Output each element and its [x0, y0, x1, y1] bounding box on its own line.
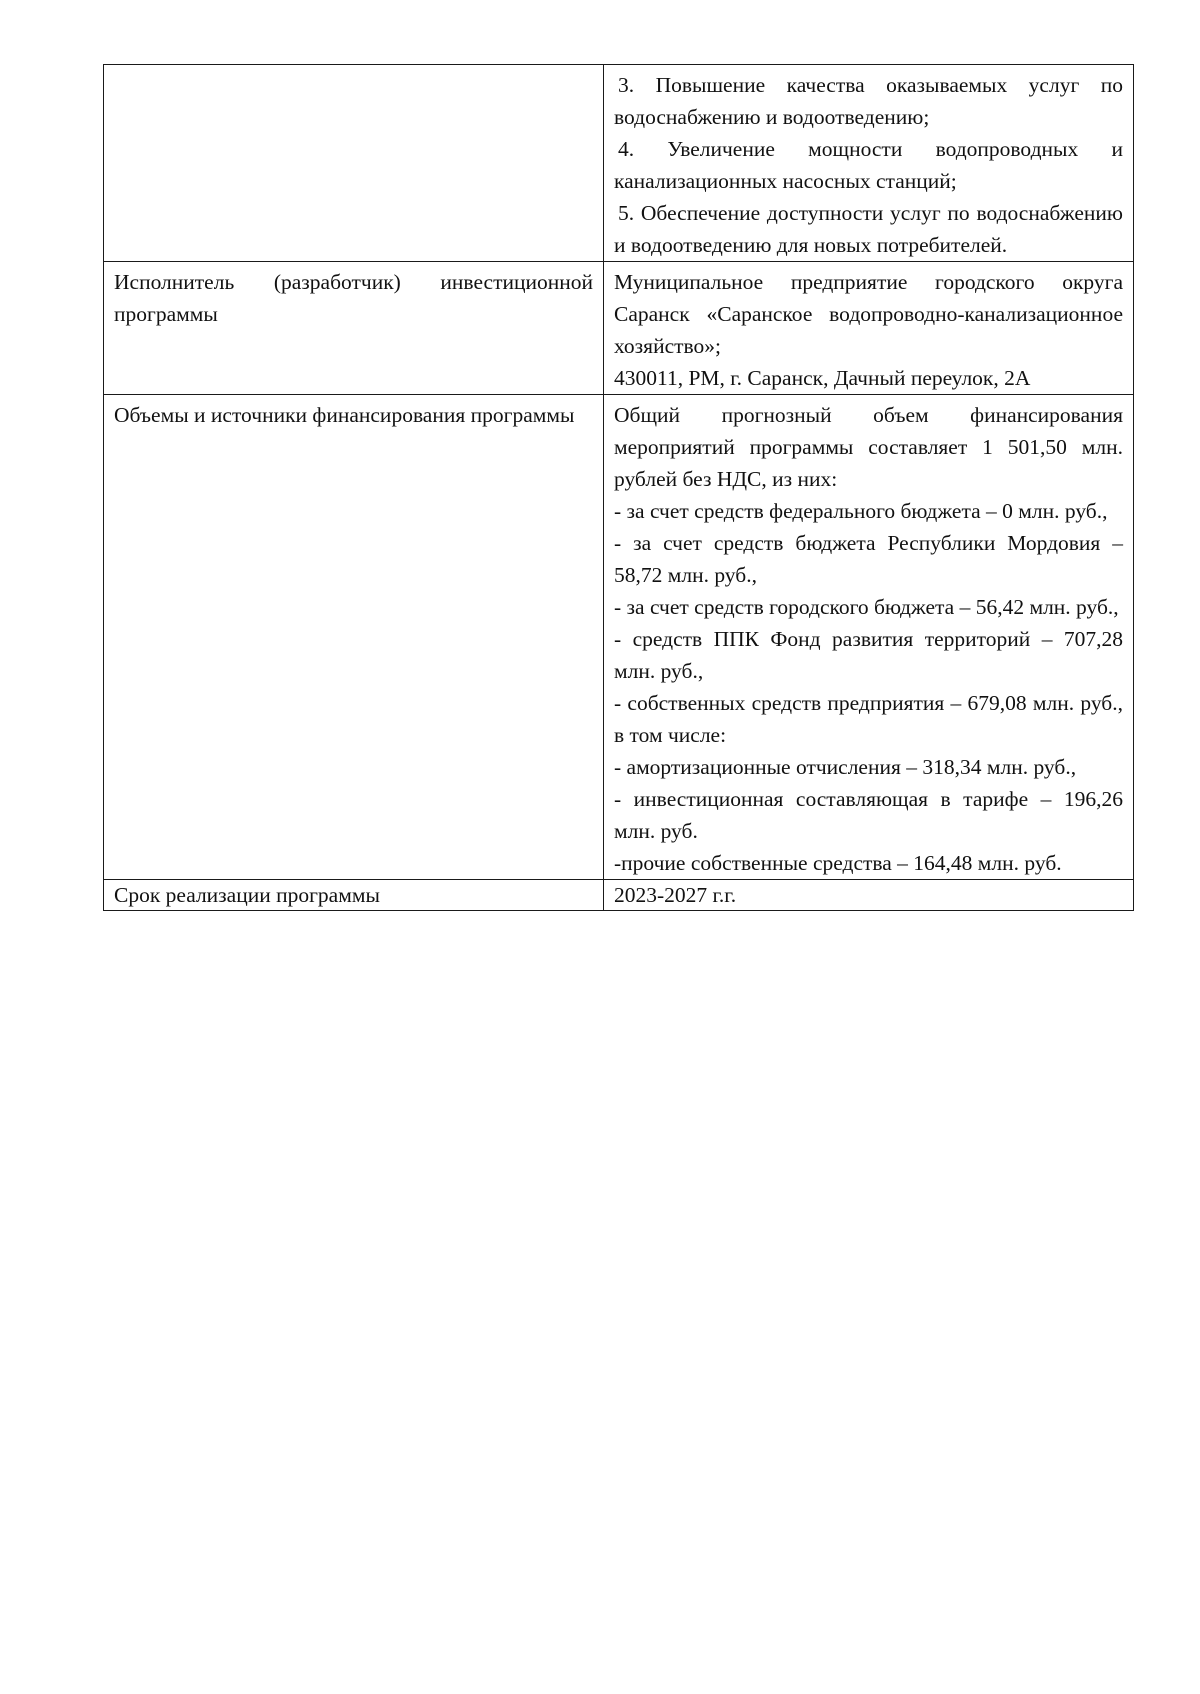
financing-other: -прочие собственные средства – 164,48 млн. руб. [614, 851, 1062, 875]
table-row-term [104, 880, 1134, 911]
term-years: 2023-2027 г.г. [614, 883, 737, 907]
financing-depreciation: - амортизационные отчисления – 318,34 млн. руб., [614, 755, 1077, 779]
table-row-executor [104, 262, 1134, 395]
row-value-term [604, 880, 1134, 911]
goal-item-4: 4. Увеличение мощности водопроводных и канализационных насосных станций; [614, 137, 1123, 193]
financing-total: Общий прогнозный объем финансирования мероприятий программы составляет 1 501,50 млн. рублей без НДС, из них: [614, 403, 1123, 491]
financing-fund: - средств ППК Фонд развития территорий – 707,28 млн. руб., [614, 627, 1123, 683]
row-label-executor: Исполнитель (разработчик) инвестиционной программы [104, 262, 604, 395]
executor-address: 430011, РМ, г. Саранск, Дачный переулок, 2А [614, 366, 1031, 390]
row-label-financing: Объемы и источники финансирования программы [104, 395, 604, 880]
row-label-term: Срок реализации программы [104, 880, 604, 911]
goal-item-5: 5. Обеспечение доступности услуг по водоснабжению и водоотведению для новых потребителей. [614, 201, 1123, 257]
financing-federal: - за счет средств федерального бюджета – 0 млн. руб., [614, 499, 1108, 523]
row-value-goals [604, 65, 1134, 262]
financing-city: - за счет средств городского бюджета – 56,42 млн. руб., [614, 595, 1119, 619]
goal-item-3: 3. Повышение качества оказываемых услуг по водоснабжению и водоотведению; [614, 73, 1123, 129]
row-label-empty [104, 65, 604, 262]
passport-table [103, 64, 1134, 911]
row-value-executor [604, 262, 1134, 395]
table-row-financing [104, 395, 1134, 880]
financing-own: - собственных средств предприятия – 679,08 млн. руб., в том числе: [614, 691, 1123, 747]
financing-republic: - за счет средств бюджета Республики Мордовия – 58,72 млн. руб., [614, 531, 1123, 587]
financing-tariff: - инвестиционная составляющая в тарифе – 196,26 млн. руб. [614, 787, 1123, 843]
executor-name: Муниципальное предприятие городского округа Саранск «Саранское водопроводно-канализационное хозяйство»; [614, 270, 1123, 358]
table-row-goals [104, 65, 1134, 262]
row-value-financing [604, 395, 1134, 880]
